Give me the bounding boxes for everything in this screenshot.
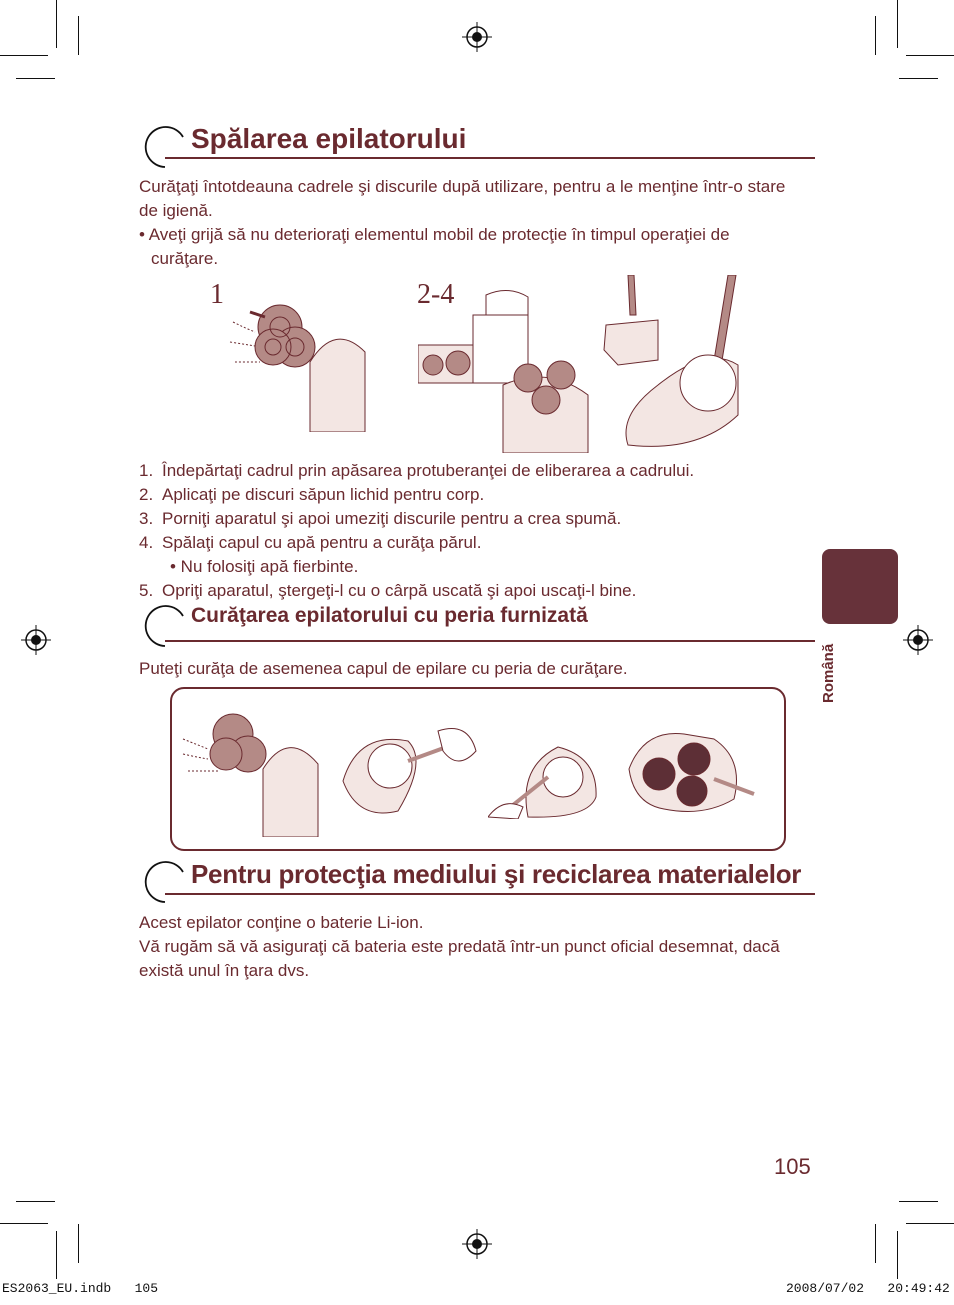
section-hook-icon	[139, 860, 193, 906]
section-heading-brush-cleaning	[139, 604, 815, 650]
section-heading-washing	[139, 125, 815, 171]
section-hook-icon	[139, 604, 193, 650]
remove-frame-illustration	[178, 709, 323, 837]
list-sub-item: • Nu folosiţi apă fierbinte.	[170, 557, 359, 576]
language-tab	[822, 549, 898, 624]
language-label: Română	[820, 643, 837, 703]
list-item: 1. Îndepărtaţi cadrul prin apăsarea protuberanţei de eliberarea a cadrului.	[139, 461, 695, 480]
intro-text: Puteţi curăţa de asemenea capul de epilare cu peria de curăţare.	[139, 659, 628, 678]
section-body	[139, 911, 789, 983]
brush-cleaning-illustration	[488, 737, 600, 819]
section-intro	[139, 175, 789, 271]
section-hook-icon	[139, 125, 193, 171]
section-heading-environment	[139, 860, 815, 906]
section-title: Spălarea epilatorului	[191, 123, 467, 154]
figure-label: 2-4	[417, 279, 455, 310]
registration-mark-icon	[903, 625, 933, 655]
disposal-text: Vă rugăm să vă asiguraţi că bateria este predată într-un punct oficial desemnat, dacă există unul în ţara dvs.	[139, 937, 780, 980]
list-item: 4. Spălaţi capul cu apă pentru a curăţa părul. • Nu folosiţi apă fierbinte.	[139, 531, 799, 579]
list-item: 2. Aplicaţi pe discuri săpun lichid pentru corp.	[139, 485, 485, 504]
print-slug-file: ES2063_EU.indb 105	[2, 1281, 159, 1296]
intro-text: Curăţaţi întotdeauna cadrele şi discurile după utilizare, pentru a le menţine într-o stare de igienă.	[139, 177, 786, 220]
registration-mark-icon	[462, 22, 492, 52]
brush-figure-box	[170, 687, 786, 851]
print-slug-date: 2008/07/02 20:49:42	[786, 1281, 950, 1296]
page-number: 105	[774, 1154, 811, 1179]
section-title: Curăţarea epilatorului cu peria furnizată	[191, 604, 588, 627]
washing-steps-illustration	[418, 275, 748, 453]
steps-list	[139, 459, 799, 603]
section-title: Pentru protecţia mediului şi reciclarea materialelor	[191, 859, 802, 889]
registration-mark-icon	[462, 1229, 492, 1259]
figure-label: 1	[210, 279, 224, 310]
battery-text: Acest epilator conţine o baterie Li-ion.	[139, 913, 424, 932]
warning-bullet: • Aveţi grijă să nu deterioraţi elementul mobil de protecţie în timpul operaţiei de curăţare.	[139, 225, 730, 268]
registration-mark-icon	[21, 625, 51, 655]
section-intro	[139, 657, 789, 681]
brush-cleaning-illustration	[624, 729, 762, 817]
brush-cleaning-illustration	[338, 721, 478, 821]
remove-frame-illustration	[225, 292, 375, 432]
list-item: 5. Opriţi aparatul, ştergeţi-l cu o cârpă uscată şi apoi uscaţi-l bine.	[139, 581, 637, 600]
list-item: 3. Porniţi aparatul şi apoi umeziţi discurile pentru a crea spumă.	[139, 509, 622, 528]
